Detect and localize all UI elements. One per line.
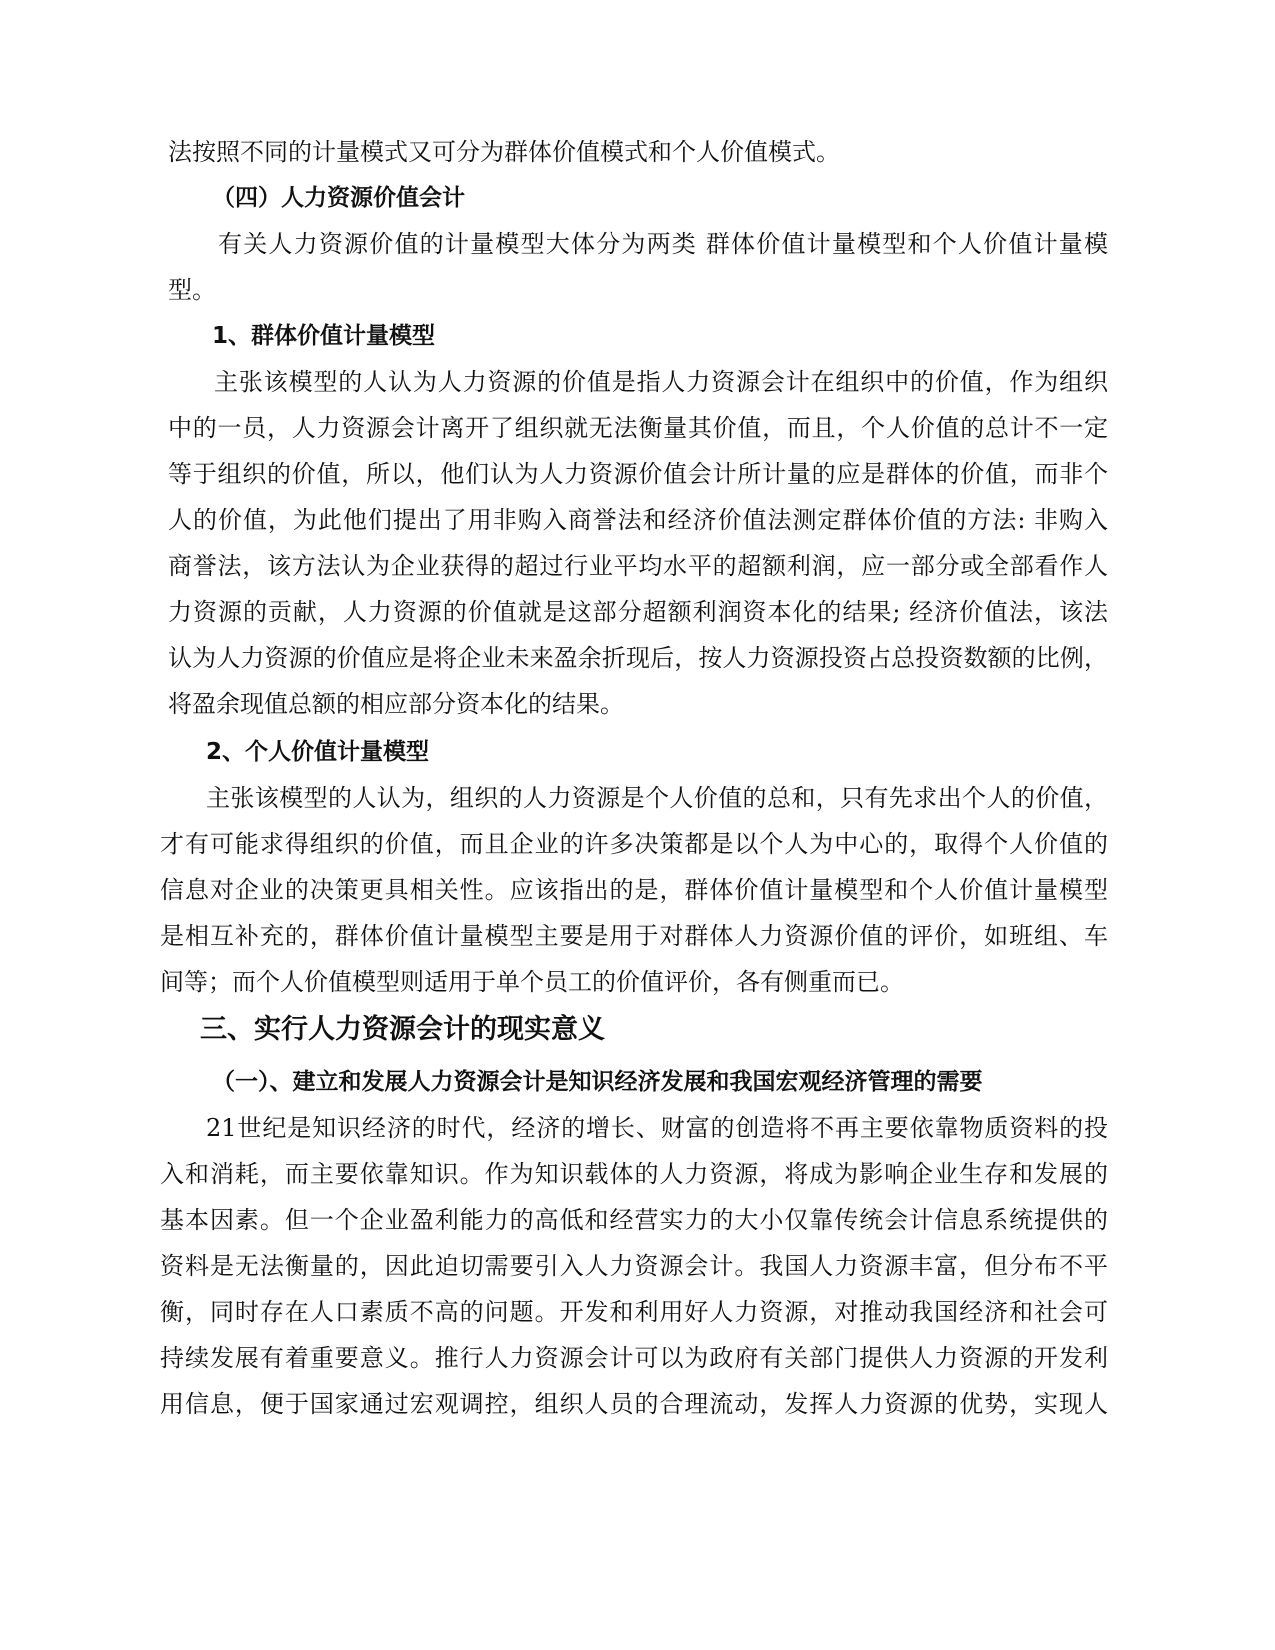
section-heading-3-1: （一）、建立和发展人力资源会计是知识经济发展和我国宏观经济管理的需要 (212, 1069, 983, 1095)
subsection-heading-1: 1、群体价值计量模型 (212, 323, 436, 349)
paragraph-line: 用信息，便于国家通过宏观调控，组织人员的合理流动，发挥人力资源的优势，实现人 (160, 1390, 1108, 1418)
paragraph-line: 持续发展有着重要意义。推行人力资源会计可以为政府有关部门提供人力资源的开发利 (160, 1344, 1108, 1372)
subsection-heading-2: 2、个人价值计量模型 (206, 739, 430, 765)
paragraph-line: 才有可能求得组织的价值，而且企业的许多决策都是以个人为中心的，取得个人价值的 (160, 830, 1108, 858)
paragraph-line: 入和消耗，而主要依靠知识。作为知识载体的人力资源，将成为影响企业生存和发展的 (160, 1160, 1108, 1188)
paragraph-line: 中的一员，人力资源会计离开了组织就无法衡量其价值，而且，个人价值的总计不一定 (168, 414, 1108, 442)
paragraph-line: 是相互补充的，群体价值计量模型主要是用于对群体人力资源价值的评价，如班组、车 (160, 922, 1108, 950)
section-heading-4: （四）人力资源价值会计 (212, 185, 465, 211)
paragraph-line: 人的价值，为此他们提出了用非购入商誉法和经济价值法测定群体价值的方法: 非购入 (168, 506, 1108, 534)
paragraph-line: 认为人力资源的价值应是将企业未来盈余折现后，按人力资源投资占总投资数额的比例， (168, 644, 1108, 672)
paragraph-line: 主张该模型的人认为人力资源的价值是指人力资源会计在组织中的价值，作为组织 (214, 368, 1108, 396)
paragraph-line: 有关人力资源价值的计量模型大体分为两类 群体价值计量模型和个人价值计量模 (218, 230, 1108, 258)
paragraph-line: 将盈余现值总额的相应部分资本化的结果。 (168, 690, 624, 718)
intro-line: 法按照不同的计量模式又可分为群体价值模式和个人价值模式。 (168, 138, 840, 166)
paragraph-line: 商誉法，该方法认为企业获得的超过行业平均水平的超额利润，应一部分或全部看作人 (168, 552, 1108, 580)
paragraph-line: 主张该模型的人认为，组织的人力资源是个人价值的总和，只有先求出个人的价值， (206, 784, 1108, 812)
paragraph-line: 基本因素。但一个企业盈利能力的高低和经营实力的大小仅靠传统会计信息系统提供的 (160, 1206, 1108, 1234)
paragraph-line: 间等；而个人价值模型则适用于单个员工的价值评价，各有侧重而已。 (160, 968, 904, 996)
paragraph-line: 衡，同时存在人口素质不高的问题。开发和利用好人力资源，对推动我国经济和社会可 (160, 1298, 1108, 1326)
paragraph-line: 等于组织的价值，所以，他们认为人力资源价值会计所计量的应是群体的价值，而非个 (168, 460, 1108, 488)
chapter-heading-3: 三、实行人力资源会计的现实意义 (200, 1014, 605, 1045)
paragraph-line: 信息对企业的决策更具相关性。应该指出的是，群体价值计量模型和个人价值计量模型 (160, 876, 1108, 904)
paragraph-line: 型。 (168, 276, 216, 304)
paragraph-line: 资料是无法衡量的，因此迫切需要引入人力资源会计。我国人力资源丰富，但分布不平 (160, 1252, 1108, 1280)
paragraph-line: 21世纪是知识经济的时代，经济的增长、财富的创造将不再主要依靠物质资料的投 (206, 1114, 1108, 1142)
paragraph-line: 力资源的贡献，人力资源的价值就是这部分超额利润资本化的结果; 经济价值法，该法 (168, 598, 1108, 626)
